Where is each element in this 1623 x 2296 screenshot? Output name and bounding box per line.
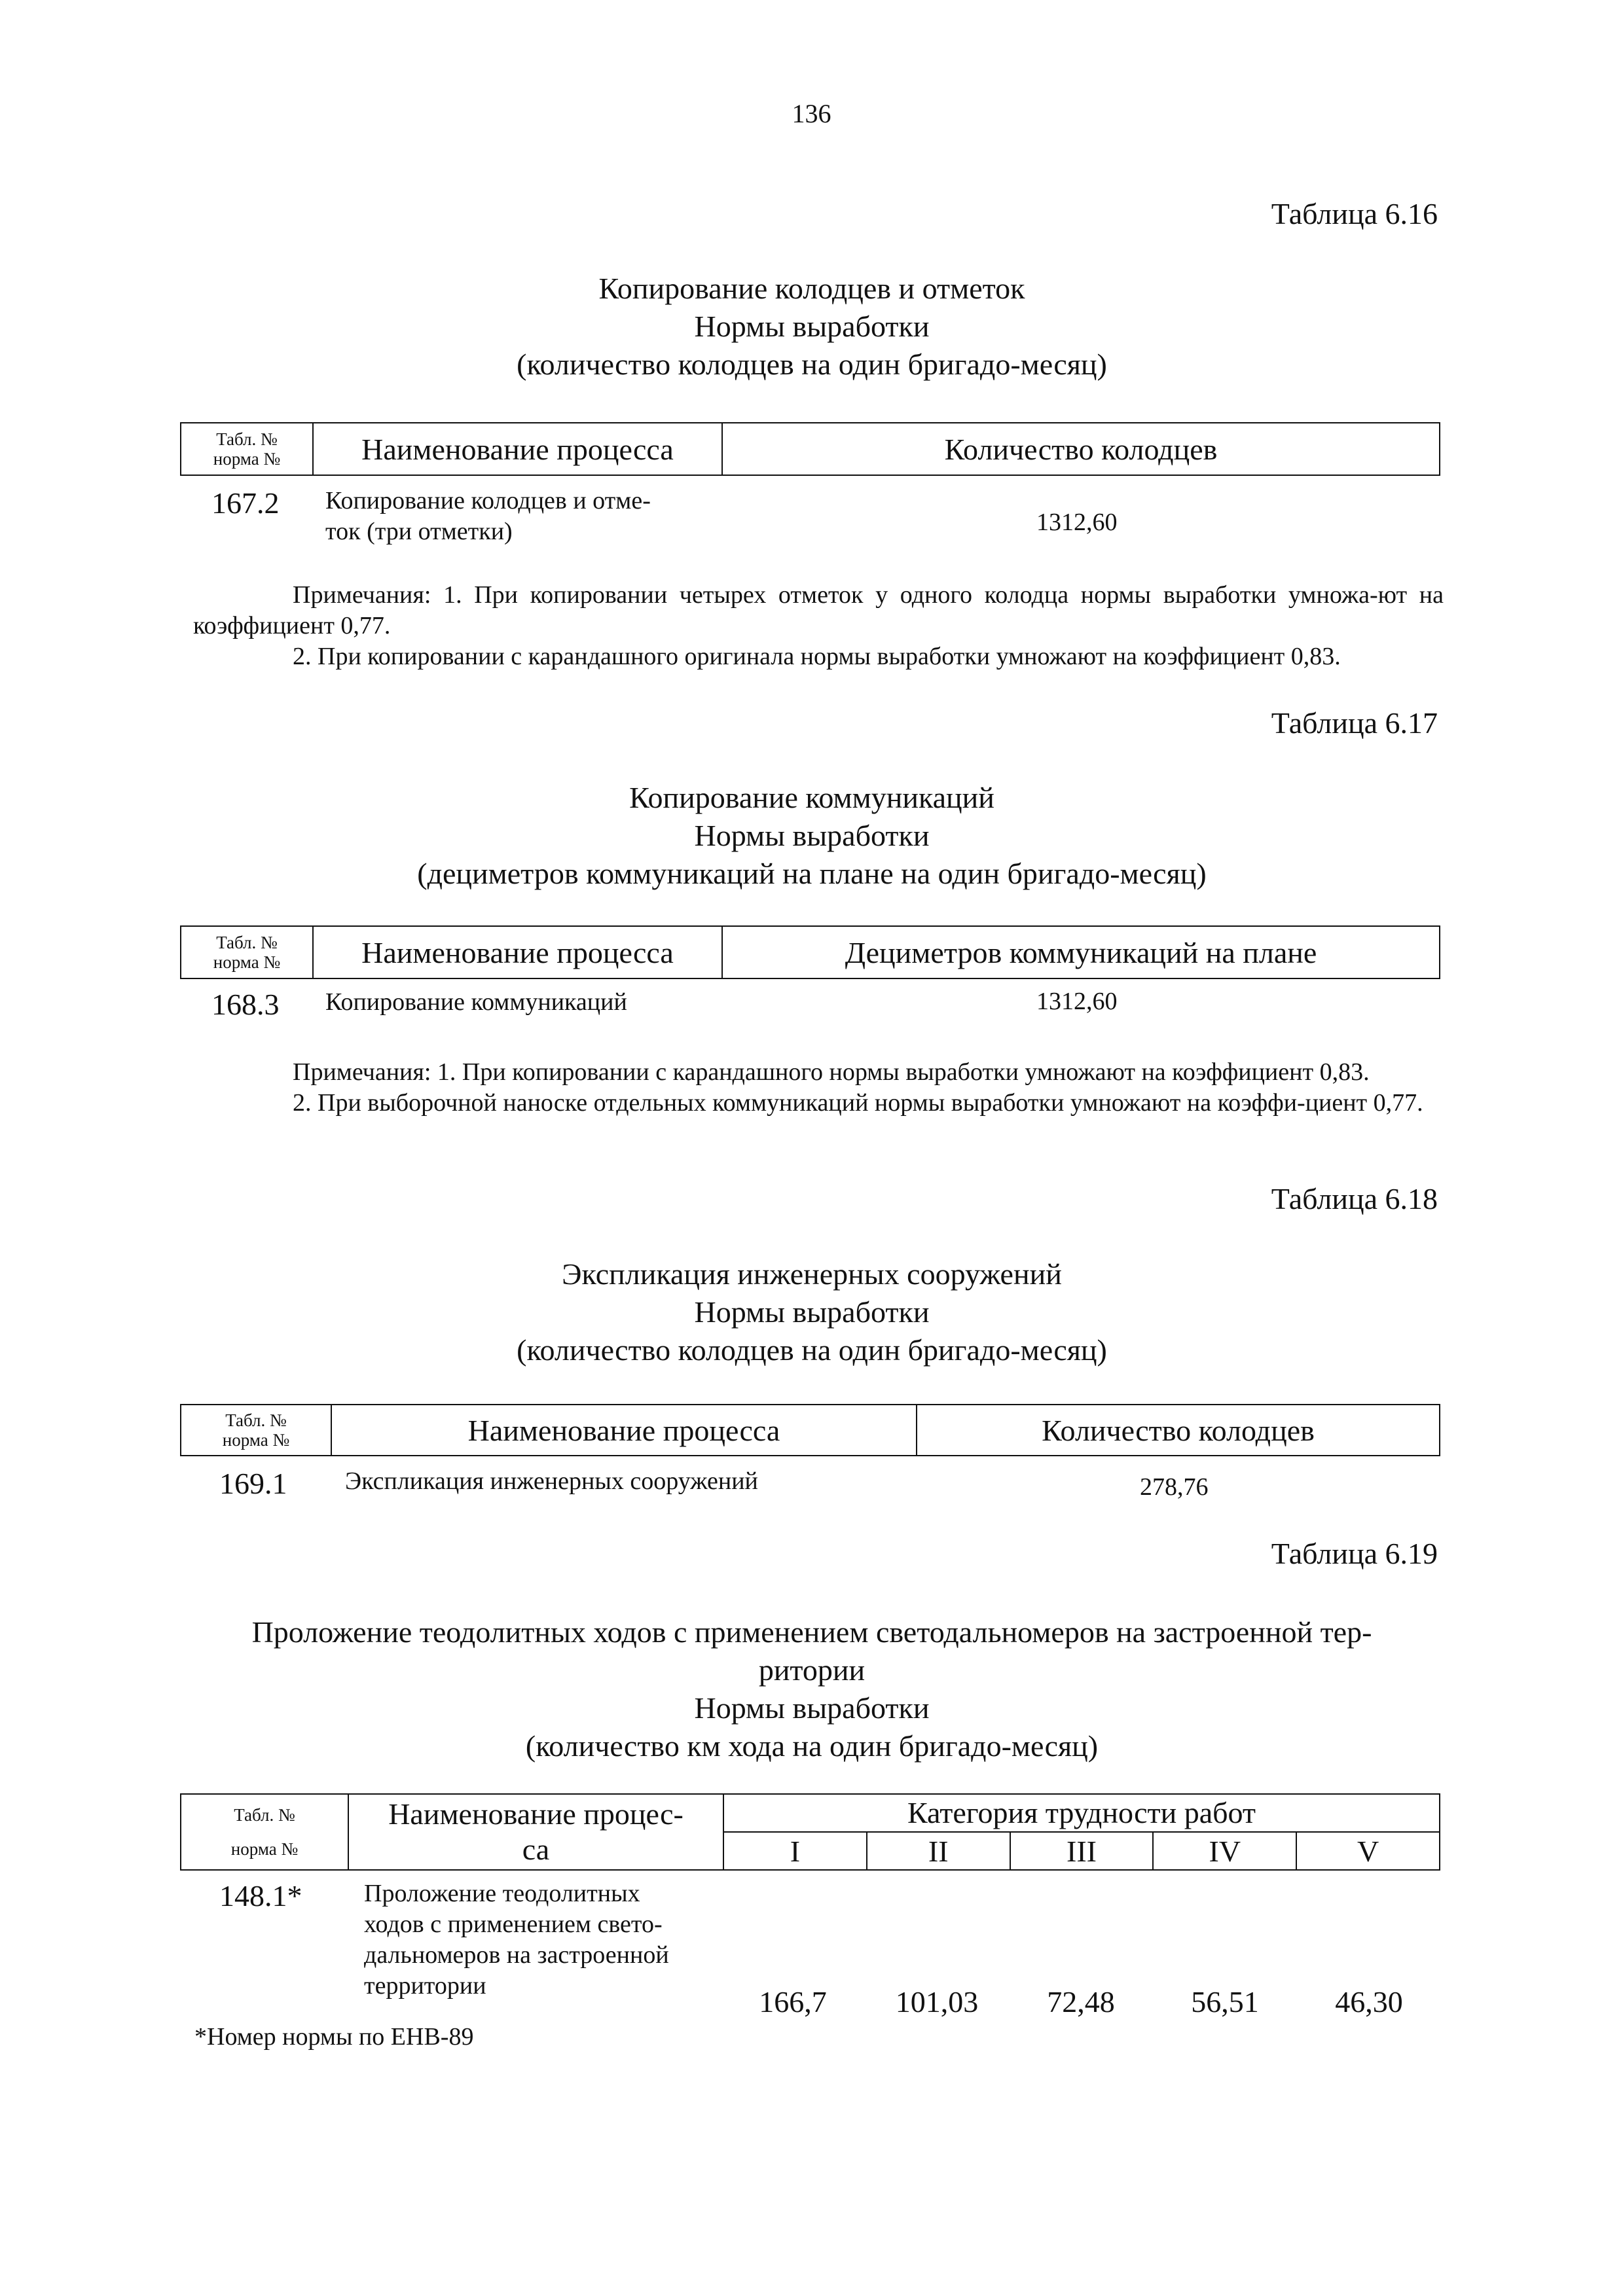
table-label-6-18: Таблица 6.18 xyxy=(1271,1182,1438,1215)
table-6-19-header xyxy=(180,1793,1440,1871)
table-6-19-title xyxy=(157,1613,1467,1765)
header-category-II: II xyxy=(867,1832,1010,1870)
row-code: 167.2 xyxy=(211,486,280,520)
title-line: Нормы выработки xyxy=(694,1691,930,1725)
row-process-name: Экспликация инженерных сооружений xyxy=(345,1467,758,1495)
header-quantity: Количество колодцев xyxy=(917,1405,1440,1456)
table-6-16-title xyxy=(157,270,1467,384)
row-value: 278,76 xyxy=(1140,1473,1209,1501)
row-value: 1312,60 xyxy=(1036,509,1118,536)
title-line: Экспликация инженерных сооружений xyxy=(562,1257,1062,1291)
row-process-name: Проложение теодолитных ходов с применением свето- дальномеров на застроенной территории xyxy=(364,1880,669,2000)
title-line: Копирование колодцев и отметок xyxy=(598,272,1025,305)
table-label-6-16: Таблица 6.16 xyxy=(1271,197,1438,230)
table-6-18-header xyxy=(180,1404,1440,1456)
header-quantity: Количество колодцев xyxy=(722,423,1440,475)
footnote: *Номер нормы по ЕНВ-89 xyxy=(194,2023,474,2051)
page-number: 136 xyxy=(792,99,831,128)
header-quantity: Дециметров коммуникаций на плане xyxy=(722,926,1440,978)
table-6-18-title xyxy=(157,1255,1467,1369)
value-category-II: 101,03 xyxy=(895,1985,979,2018)
title-line: Проложение теодолитных ходов с применением светодальномеров на застроенной тер- xyxy=(251,1615,1372,1649)
header-category-V: V xyxy=(1296,1832,1440,1870)
row-code: 148.1* xyxy=(219,1879,302,1912)
header-code-cell: Табл. № норма № xyxy=(181,1794,348,1870)
row-value: 1312,60 xyxy=(1036,988,1118,1015)
title-line: (дециметров коммуникаций на плане на один бригадо-месяц) xyxy=(417,857,1207,890)
note: 2. При выборочной наноске отдельных коммуникаций нормы выработки умножают на коэффи-циент 0,77. xyxy=(293,1089,1423,1117)
title-line: (количество колодцев на один бригадо-месяц) xyxy=(517,348,1107,381)
row-process-name: Копирование коммуникаций xyxy=(325,988,627,1016)
note: 2. При копировании с карандашного оригинала нормы выработки умножают на коэффициент 0,83. xyxy=(293,643,1341,670)
header-category-I: I xyxy=(723,1832,867,1870)
title-line: (количество км хода на один бригадо-месяц) xyxy=(525,1729,1099,1763)
header-difficulty-group: Категория трудности работ xyxy=(723,1794,1440,1832)
title-line: Нормы выработки xyxy=(694,819,930,852)
title-line: (количество колодцев на один бригадо-месяц) xyxy=(517,1333,1107,1367)
value-category-I: 166,7 xyxy=(759,1985,827,2018)
note: Примечания: 1. При копировании с карандашного нормы выработки умножают на коэффициент 0,83. xyxy=(293,1058,1370,1086)
row-code: 169.1 xyxy=(219,1467,287,1500)
header-code-cell: Табл. № норма № xyxy=(181,1405,331,1456)
title-line: Нормы выработки xyxy=(694,310,930,343)
value-category-V: 46,30 xyxy=(1335,1985,1403,2018)
row-process-name: Копирование колодцев и отме- ток (три отметки) xyxy=(325,487,651,545)
header-code-cell: Табл. № норма № xyxy=(181,926,313,978)
header-process-name: Наименование процес- са xyxy=(348,1794,723,1870)
table-label-6-19: Таблица 6.19 xyxy=(1271,1537,1438,1570)
table-6-16-header xyxy=(180,422,1440,476)
table-label-6-17: Таблица 6.17 xyxy=(1271,706,1438,740)
table-6-17-notes xyxy=(193,1057,1444,1119)
title-line: Нормы выработки xyxy=(694,1295,930,1329)
table-6-17-header xyxy=(180,925,1440,979)
title-line: ритории xyxy=(758,1653,866,1687)
header-process-name: Наименование процесса xyxy=(331,1405,917,1456)
table-6-16-notes xyxy=(193,580,1444,672)
title-line: Копирование коммуникаций xyxy=(629,781,994,814)
header-process-name: Наименование процесса xyxy=(313,926,722,978)
value-category-III: 72,48 xyxy=(1047,1985,1115,2018)
table-6-17-title xyxy=(157,779,1467,893)
header-process-name: Наименование процесса xyxy=(313,423,722,475)
header-code-cell: Табл. № норма № xyxy=(181,423,313,475)
header-category-III: III xyxy=(1010,1832,1154,1870)
header-category-IV: IV xyxy=(1153,1832,1296,1870)
row-code: 168.3 xyxy=(211,988,280,1021)
note: Примечания: 1. При копировании четырех отметок у одного колодца нормы выработки умножа-ют на коэффициент 0,77. xyxy=(193,581,1444,639)
value-category-IV: 56,51 xyxy=(1191,1985,1259,2018)
